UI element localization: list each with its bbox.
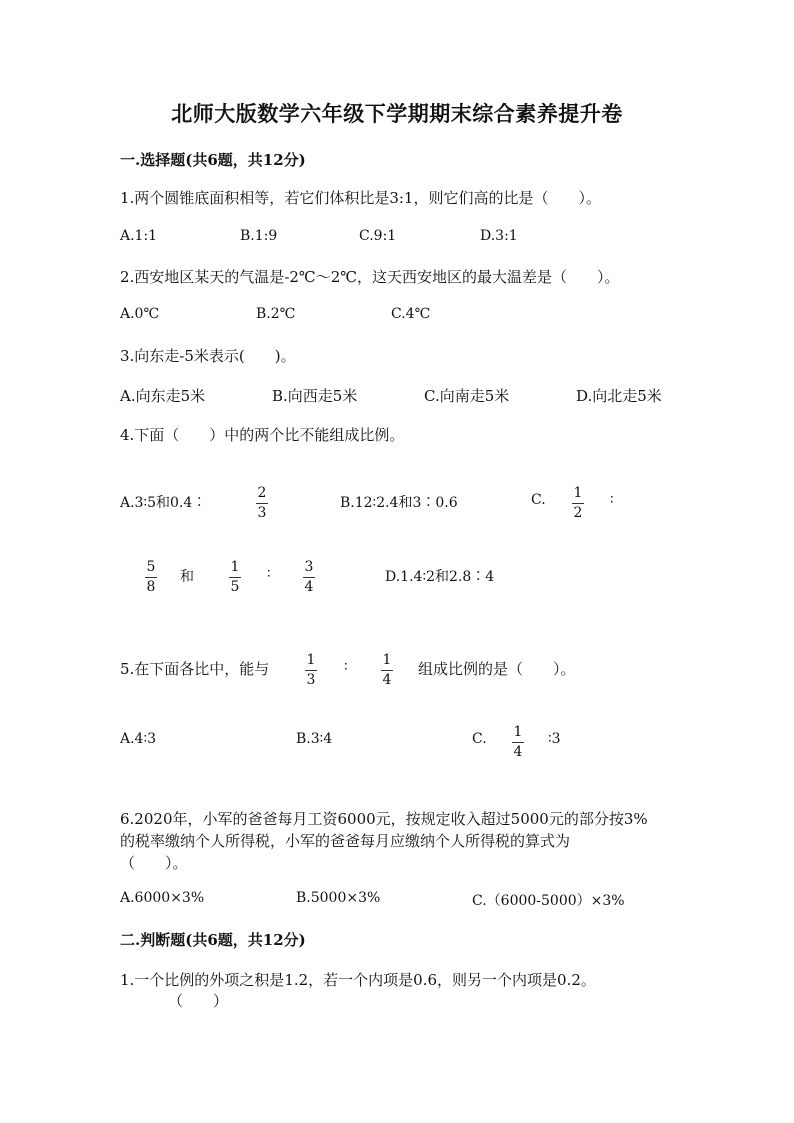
fraction-denominator: 3 bbox=[306, 672, 316, 688]
question-4-stem: 4.下面（ ）中的两个比不能组成比例。 bbox=[120, 426, 405, 444]
q4-c-fraction-3 bbox=[229, 560, 241, 595]
q3-option-c: C.向南走5米 bbox=[424, 387, 510, 405]
fraction-denominator: 3 bbox=[257, 505, 267, 521]
q3-option-a: A.向东走5米 bbox=[120, 387, 206, 405]
q4-option-d: D.1.4∶2和2.8∶4 bbox=[385, 569, 495, 585]
q4-c-colon-1: ∶ bbox=[610, 492, 614, 508]
fraction-bar bbox=[381, 670, 393, 671]
q6-option-a: A.6000×3% bbox=[120, 890, 205, 906]
q5-option-c-fraction bbox=[512, 725, 524, 760]
judgement-1-stem: 1.一个比例的外项之积是1.2，若一个内项是0.6，则另一个内项是0.2。 bbox=[120, 971, 596, 989]
q5-fraction-2 bbox=[381, 653, 393, 688]
q5-option-b: B.3∶4 bbox=[296, 731, 333, 747]
fraction-bar bbox=[256, 503, 268, 504]
q5-option-c-suffix: ∶3 bbox=[548, 731, 561, 747]
q4-option-a-text: A.3∶5和0.4∶ bbox=[120, 495, 207, 511]
section-heading-judgement: 二.判断题(共6题，共12分) bbox=[120, 931, 306, 949]
fraction-numerator: 1 bbox=[382, 652, 392, 668]
question-2-stem: 2.西安地区某天的气温是-2℃～2℃，这天西安地区的最大温差是（ ）。 bbox=[120, 268, 620, 286]
q4-c-fraction-4 bbox=[303, 560, 315, 595]
q4-option-b: B.12∶2.4和3∶0.6 bbox=[340, 495, 458, 511]
fraction-denominator: 5 bbox=[230, 579, 240, 595]
q4-c-and: 和 bbox=[180, 569, 194, 585]
section-heading-choice: 一.选择题(共6题，共12分) bbox=[120, 151, 306, 169]
q2-option-a: A.0℃ bbox=[120, 306, 160, 322]
fraction-numerator: 1 bbox=[230, 559, 240, 575]
fraction-bar bbox=[572, 503, 584, 504]
fraction-denominator: 4 bbox=[382, 672, 392, 688]
fraction-bar bbox=[303, 577, 315, 578]
q4-c-fraction-1 bbox=[572, 486, 584, 521]
fraction-bar bbox=[145, 577, 157, 578]
fraction-denominator: 8 bbox=[146, 579, 156, 595]
fraction-denominator: 4 bbox=[304, 579, 314, 595]
fraction-numerator: 5 bbox=[146, 559, 156, 575]
q4-c-colon-2: ∶ bbox=[267, 566, 271, 582]
q4-c-fraction-2 bbox=[145, 560, 157, 595]
fraction-denominator: 2 bbox=[573, 505, 583, 521]
fraction-numerator: 1 bbox=[306, 652, 316, 668]
question-5-stem-suffix: 组成比例的是（ ）。 bbox=[418, 660, 576, 678]
q5-fraction-1 bbox=[305, 653, 317, 688]
q5-option-a: A.4∶3 bbox=[120, 731, 157, 747]
fraction-bar bbox=[229, 577, 241, 578]
fraction-numerator: 2 bbox=[257, 485, 267, 501]
fraction-numerator: 1 bbox=[513, 724, 523, 740]
q1-option-d: D.3:1 bbox=[480, 228, 518, 244]
q6-option-c: C.（6000-5000）×3% bbox=[472, 893, 625, 909]
fraction-numerator: 3 bbox=[304, 559, 314, 575]
question-6-line-2: 的税率缴纳个人所得税，小军的爸爸每月应缴纳个人所得税的算式为 bbox=[120, 832, 571, 850]
fraction-numerator: 1 bbox=[573, 485, 583, 501]
q1-option-a: A.1:1 bbox=[120, 228, 158, 244]
q5-option-c-label: C. bbox=[472, 731, 487, 747]
q3-option-d: D.向北走5米 bbox=[576, 387, 662, 405]
q1-option-b: B.1:9 bbox=[240, 228, 278, 244]
q4-a-fraction bbox=[256, 486, 268, 521]
q1-option-c: C.9:1 bbox=[359, 228, 397, 244]
q2-option-c: C.4℃ bbox=[391, 306, 431, 322]
question-1-stem: 1.两个圆锥底面积相等，若它们体积比是3:1，则它们高的比是（ ）。 bbox=[120, 189, 601, 207]
q6-option-b: B.5000×3% bbox=[296, 890, 381, 906]
fraction-denominator: 4 bbox=[513, 744, 523, 760]
fraction-bar bbox=[512, 742, 524, 743]
q3-option-b: B.向西走5米 bbox=[272, 387, 358, 405]
question-5-stem-prefix: 5.在下面各比中，能与 bbox=[120, 660, 270, 678]
fraction-bar bbox=[305, 670, 317, 671]
judgement-1-blank: （ ） bbox=[168, 992, 229, 1010]
page-title: 北师大版数学六年级下学期期末综合素养提升卷 bbox=[171, 101, 623, 126]
question-3-stem: 3.向东走-5米表示( )。 bbox=[120, 347, 296, 365]
q4-option-c-label: C. bbox=[531, 492, 546, 508]
q2-option-b: B.2℃ bbox=[256, 306, 296, 322]
question-6-line-3: （ ）。 bbox=[120, 854, 188, 872]
q5-colon: ∶ bbox=[344, 659, 348, 675]
question-6-line-1: 6.2020年，小军的爸爸每月工资6000元，按规定收入超过5000元的部分按3% bbox=[120, 810, 648, 828]
